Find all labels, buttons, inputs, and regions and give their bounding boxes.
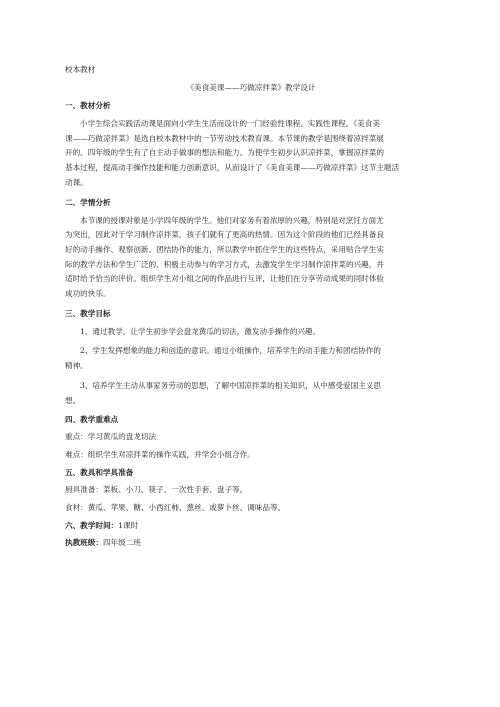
key-point-text: 重点：学习黄瓜的盘龙切法 [65, 432, 157, 442]
section-heading-textbook-analysis: 一、教材分析 [65, 101, 111, 110]
class-info-value: 四年级二班 [102, 538, 141, 548]
goal-item-2 [65, 344, 437, 373]
difficult-point-text: 难点：组织学生对凉拌菜的操作实践，并学会小组合作。 [65, 450, 255, 460]
paragraph-line: 开的。四年级的学生有了自主动手做事的想法和能力。为使学生初步认识凉拌菜，掌握凉拌菜的 [65, 148, 384, 158]
section-heading-materials: 五、教具和学具准备 [65, 468, 134, 478]
paragraph-line: 小学生综合实践活动课是面向小学生生活而设计的一门经验性课程、实践性课程。《美食美 [80, 119, 380, 128]
ingredients-text: 食材：黄瓜、苹果、糖、小西红柿、葱丝、或萝卜丝、调味品等。 [65, 503, 286, 513]
section-heading-learner-analysis: 二、学情分析 [65, 197, 111, 207]
learner-analysis-paragraph [65, 214, 437, 302]
goal-line: 1、通过教学，让学生初步学会盘龙黄瓜的切法，激发动手操作的兴趣。 [80, 326, 321, 336]
teaching-time-value: 1课时 [118, 521, 139, 531]
kitchen-tools-text: 厨具准备：菜板、小刀、筷子、一次性手套、盘子等。 [65, 485, 248, 495]
section-heading-teaching-goals: 三、教学目标 [65, 308, 111, 318]
paragraph-line: 动课。 [65, 177, 88, 187]
paragraph-line: 好的动手操作、观察创新、团结协作的能力，所以教学中抓住学生的这些特点，采用贴合学生实 [65, 244, 384, 254]
paragraph-line: 课——巧做凉拌菜》是选自校本教材中的一节劳动技术教育课。本节课的教学是围绕着凉拌菜展 [65, 133, 384, 143]
paragraph-line: 际的教学方法和学生广泛的、积极主动参与的学习方式，去激发学生学习制作凉拌菜的兴趣，并 [65, 259, 384, 269]
paragraph-line: 适时给予恰当的评价。组织学生对小组之间的作品进行互评，让他们在分享劳动成果的同时体验 [65, 274, 384, 284]
paragraph-line: 本节课的授课对象是小学四年级的学生。他们对家务有着浓厚的兴趣，特别是对烹饪方面尤 [80, 215, 384, 225]
goal-line: 2、学生发挥想象的能力和创造的意识。通过小组操作，培养学生的动手能力和团结协作的 [80, 346, 381, 356]
paragraph-line: 为突出，因此对于学习制作凉拌菜，孩子们就有了更高的热情。因为这个阶段的他们已经具备良 [65, 230, 384, 240]
goal-item-1 [65, 325, 437, 340]
textbook-analysis-paragraph [65, 117, 437, 191]
teaching-time-label: 六、教学时间： [65, 521, 119, 531]
top-label: 校本教材 [65, 65, 96, 74]
paragraph-line: 成功的快乐。 [65, 289, 111, 299]
paragraph-line: 基本过程，提高动手操作技能和能力创新意识，从而设计了《美食美课——巧做凉拌菜》这节主题活 [65, 163, 400, 173]
section-heading-teaching-time [65, 520, 437, 531]
document-page [65, 64, 437, 555]
document-title: 《美食美课——巧做凉拌菜》教学设计 [186, 83, 316, 92]
class-info [65, 537, 437, 548]
goal-line: 3、培养学生主动从事家务劳动的思想，了解中国凉拌菜的相关知识，从中感受爱国主义思 [80, 380, 381, 390]
goal-line: 想。 [65, 395, 81, 405]
goal-line: 精神。 [65, 361, 88, 371]
section-heading-key-points: 四、教学重难点 [65, 415, 119, 425]
class-info-label: 执教班级： [65, 538, 103, 548]
goal-item-3 [65, 379, 437, 408]
